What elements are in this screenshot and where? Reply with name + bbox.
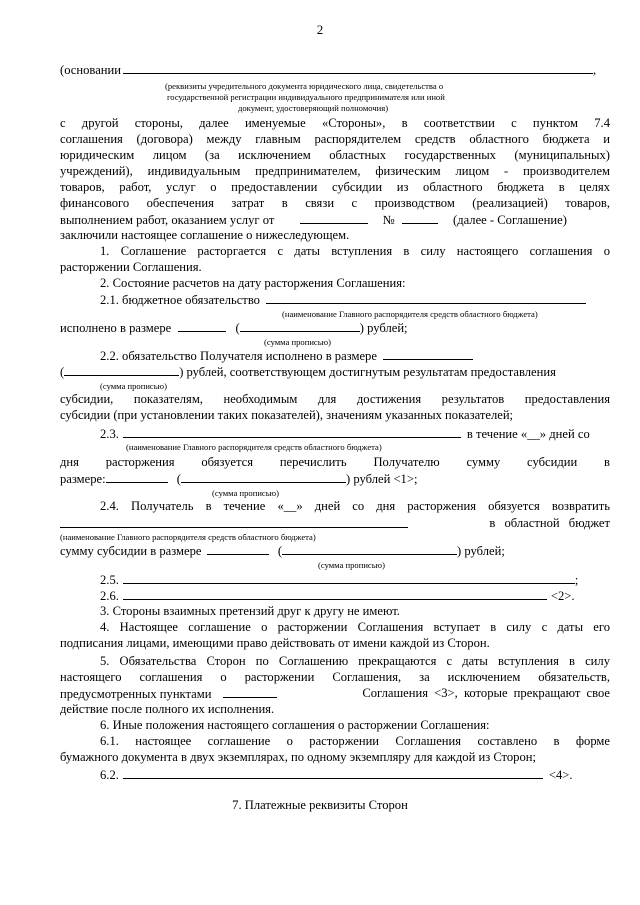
agreement-hereinafter: (далее - Соглашение) [453, 213, 567, 227]
clause-5-line-1: 5. Обязательства Сторон по Соглашению прекращаются с даты вступления в силу [100, 654, 610, 668]
executed-words-close: ) рублей; [359, 321, 408, 335]
clause-1-line-1: 1. Соглашение расторгается с даты вступления в силу настоящего соглашения о [100, 244, 610, 258]
clause-2-2-line-4: субсидии (при установлении таких показателей), значениям указанных показателей; [60, 408, 514, 422]
basis-label: (основании [60, 63, 122, 77]
clause-5-line-3 [60, 686, 610, 702]
clause-2-1-sum-note: (сумма прописью) [264, 337, 331, 347]
clause-2-2-text: 2.2. обязательство Получателя исполнено в размере [100, 349, 377, 363]
clause-2-heading: 2. Состояние расчетов на дату расторжения Соглашения: [100, 276, 406, 290]
clause-2-6-line [100, 588, 610, 604]
agreement-date-blank [300, 212, 368, 224]
preamble-line-6: финансового обеспечения затрат в связи с производством (реализацией) товаров, [60, 196, 610, 210]
clause-6-1-line-1: 6.1. настоящее соглашение о расторжении Соглашения составлено в форме [100, 734, 610, 748]
preamble-line-8: заключили настоящее соглашение о нижеследующем. [60, 228, 350, 242]
clause-1-line-2: расторжении Соглашения. [60, 260, 202, 274]
clause-2-4-note: (наименование Главного распорядителя средств областного бюджета) [60, 532, 316, 542]
clause-2-2-words-blank [64, 364, 179, 376]
clause-2-1-amount-line [60, 320, 610, 336]
clause-2-2-words-rest: ) рублей, соответствующем достигнутым результатам предоставления [179, 365, 556, 379]
clause-2-3-label: 2.3. [100, 427, 119, 441]
basis-note-1: (реквизиты учредительного документа юридического лица, свидетельства о [165, 81, 444, 91]
agreement-number-blank [402, 212, 438, 224]
clause-6-2-footnote: <4>. [548, 768, 573, 782]
clause-2-2-line-3: субсидии, показателям, необходимым для достижения результатов предоставления [60, 392, 610, 406]
clause-2-3-note: (наименование Главного распорядителя средств областного бюджета) [126, 442, 382, 452]
clause-2-5-blank [123, 572, 575, 584]
clause-2-4-blank [60, 516, 408, 528]
clause-2-3-words-blank [181, 471, 346, 483]
basis-note-2: государственной регистрации индивидуального предпринимателя или иной [167, 92, 445, 102]
clause-3: 3. Стороны взаимных претензий друг к другу не имеют. [100, 604, 400, 618]
clause-2-6-footnote: <2>. [550, 589, 575, 603]
clause-6-2-line [100, 767, 610, 783]
clause-2-2-amount-blank [383, 348, 473, 360]
clause-2-4-line-1: 2.4. Получатель в течение «__» дней со дня расторжения обязуется возвратить [100, 499, 610, 513]
clause-2-2-line-1 [100, 348, 610, 364]
clause-2-1-line [100, 292, 610, 308]
basis-line [60, 62, 610, 78]
executed-amount-blank [178, 320, 226, 332]
clause-2-4-words-close: ) рублей; [457, 544, 505, 558]
clause-2-3-amount-label: размере: [60, 472, 106, 486]
clause-2-3-line-3 [60, 471, 610, 487]
clause-2-3-line-2: дня расторжения обязуется перечислить Получателю сумму субсидии в [60, 455, 610, 469]
clause-2-4-line-3 [60, 543, 610, 559]
clause-2-4-sum-note: (сумма прописью) [318, 560, 385, 570]
clause-5-points-blank [223, 686, 277, 698]
executed-words-open: ( [235, 321, 240, 335]
agreement-from-label: выполнением работ, оказанием услуг от [60, 213, 275, 227]
clause-2-6-label: 2.6. [100, 589, 119, 603]
page-number: 2 [316, 22, 324, 37]
basis-blank [123, 62, 593, 74]
preamble-line-1: с другой стороны, далее именуемые «Стороны», в соответствии с пунктом 7.4 [60, 116, 610, 130]
clause-2-3-sum-note: (сумма прописью) [212, 488, 279, 498]
basis-comma: , [593, 63, 597, 77]
preamble-line-5: товаров, работ, услуг о предоставлении субсидии из областного бюджета в целях [60, 180, 610, 194]
clause-2-2-words-open: ( [60, 365, 65, 379]
clause-2-4-words-open: ( [277, 544, 283, 558]
clause-2-5-end: ; [574, 573, 579, 587]
clause-2-4-budget: в областной бюджет [489, 516, 610, 530]
clause-6-2-blank [123, 767, 543, 779]
clause-5-line-4: действие после полного их исполнения. [60, 702, 275, 716]
clause-2-2-line-2 [60, 364, 610, 380]
clause-6-heading: 6. Иные положения настоящего соглашения о расторжении Соглашения: [100, 718, 490, 732]
clause-2-5-label: 2.5. [100, 573, 119, 587]
clause-2-6-blank [123, 588, 547, 600]
clause-2-3-term: в течение «__» дней со [466, 427, 590, 441]
clause-2-3-line-1 [100, 426, 610, 442]
clause-2-2-sum-note: (сумма прописью) [100, 381, 167, 391]
clause-6-2-label: 6.2. [100, 768, 119, 782]
executed-amount-label: исполнено в размере [60, 321, 172, 335]
clause-2-4-words-blank [282, 543, 457, 555]
clause-2-3-words-open: ( [176, 472, 181, 486]
clause-2-1-blank [266, 292, 586, 304]
clause-2-1-label: 2.1. бюджетное обязательство [100, 293, 260, 307]
preamble-line-7 [60, 212, 610, 228]
executed-words-blank [240, 320, 360, 332]
clause-6-1-line-2: бумажного документа в двух экземплярах, по одному экземпляру для каждой из Сторон; [60, 750, 537, 764]
clause-2-3-blank [123, 426, 461, 438]
clause-2-1-note: (наименование Главного распорядителя средств областного бюджета) [282, 309, 538, 319]
clause-2-4-line-2 [60, 516, 610, 532]
clause-4-line-1: 4. Настоящее соглашение о расторжении Соглашения вступает в силу с даты его [100, 620, 610, 634]
section-7-title: 7. Платежные реквизиты Сторон [232, 798, 408, 812]
preamble-line-3: юридическим лицом (за исключением областных государственных (муниципальных) [60, 148, 610, 162]
clause-2-4-amount-label: сумму субсидии в размере [60, 544, 202, 558]
clause-2-3-amount-blank [106, 471, 168, 483]
clause-5-line-2: настоящего соглашения о расторжении Соглашения, за исключением обязательств, [60, 670, 610, 684]
basis-note-3: документ, удостоверяющий полномочия) [238, 103, 389, 113]
preamble-line-4: учреждений), индивидуальным предпринимателем, физическим лицом - производителем [60, 164, 610, 178]
clause-2-4-amount-blank [207, 543, 269, 555]
clause-5-agreement-text: Соглашения <3>, которые прекращают свое [362, 686, 610, 700]
clause-2-3-words-close: ) рублей <1>; [346, 472, 418, 486]
preamble-line-2: соглашения (договора) между главным распорядителем средств областного бюджета и [60, 132, 610, 146]
clause-5-points-label: предусмотренных пунктами [60, 687, 212, 701]
agreement-number-sign: № [382, 213, 395, 227]
clause-4-line-2: подписания лицами, имеющими право действовать от имени каждой из Сторон. [60, 636, 490, 650]
clause-2-5-line [100, 572, 610, 588]
